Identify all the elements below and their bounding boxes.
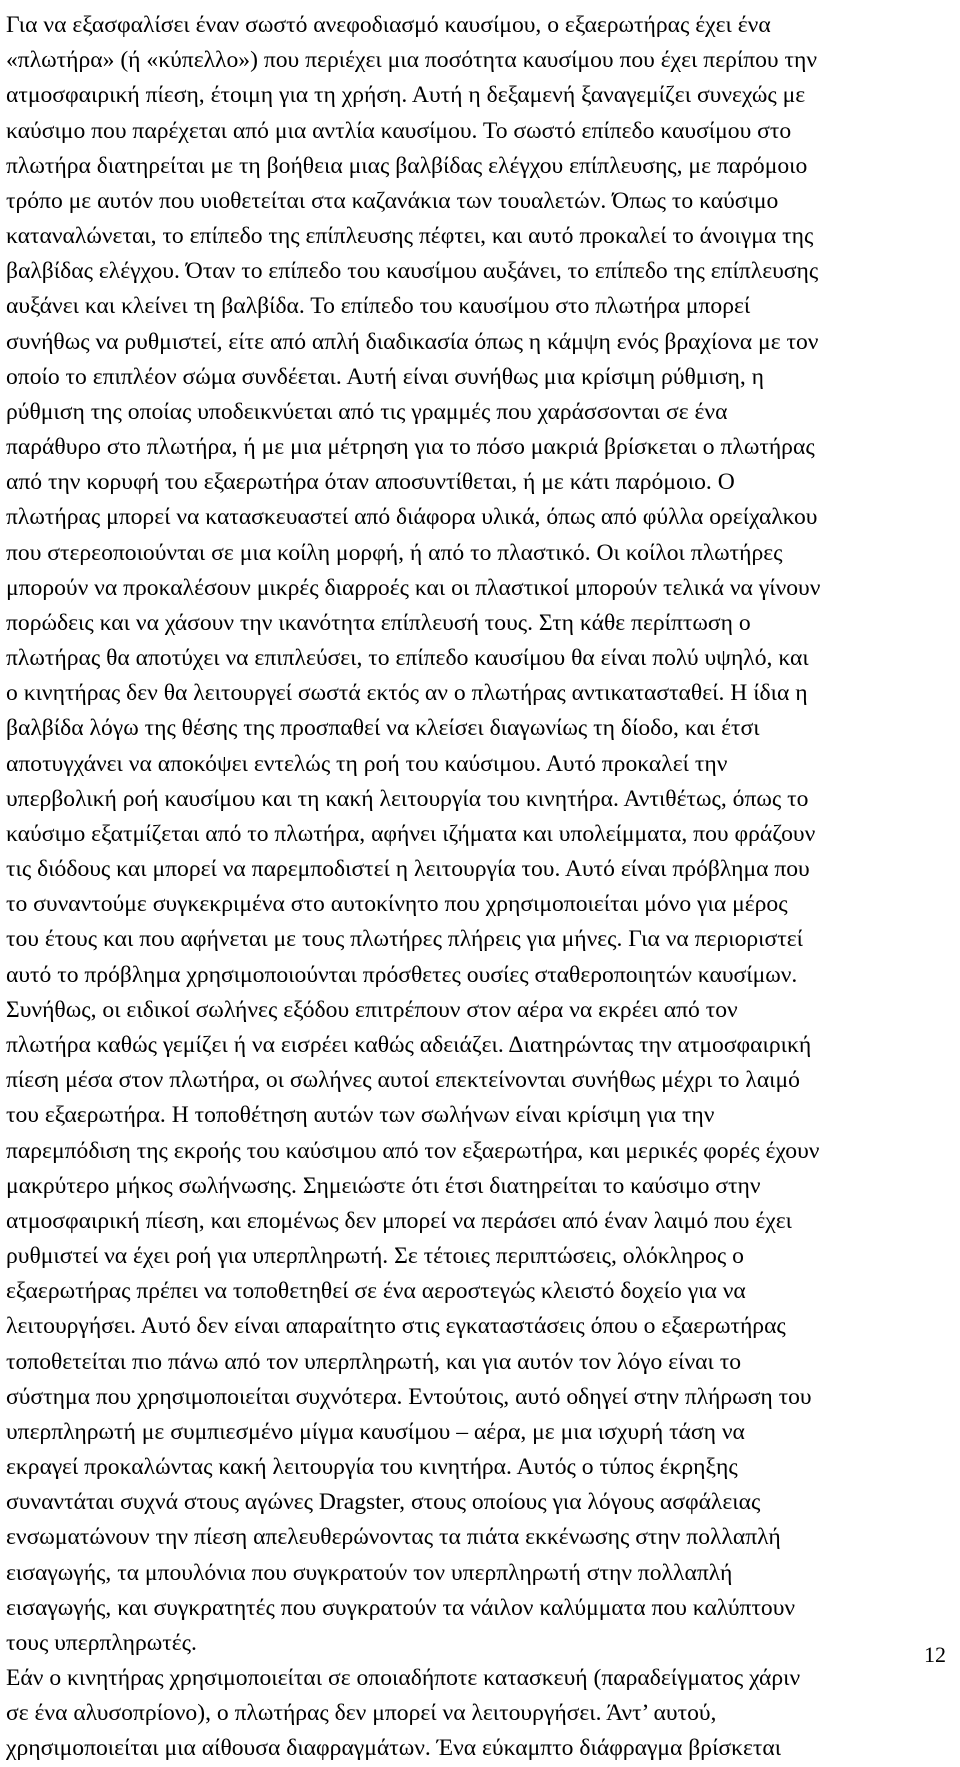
text-line: βαλβίδας ελέγχου. Όταν το επίπεδο του καυσίμου αυξάνει, το επίπεδο της επίπλευσης [6,258,819,285]
text-line: πλωτήρα διατηρείται με τη βοήθεια μιας βαλβίδας ελέγχου επίπλευσης, με παρόμοιο [6,152,808,179]
text-line: πίεση μέσα στον πλωτήρα, οι σωλήνες αυτοί επεκτείνονται συνήθως μέχρι το λαιμό [6,1067,800,1094]
text-line: εισαγωγής, και συγκρατητές που συγκρατούν τα νάιλον καλύμματα που καλύπτουν [6,1594,796,1621]
text-line: εκραγεί προκαλώντας κακή λειτουργία του κινητήρα. Αυτός ο τύπος έκρηξης [6,1454,738,1481]
text-line: «πλωτήρα» (ή «κύπελλο») που περιέχει μια ποσότητα καυσίμου που έχει περίπου την [6,47,818,74]
page-number: 12 [924,1642,946,1667]
text-line: βαλβίδα λόγω της θέσης της προσπαθεί να κλείσει διαγωνίως τη δίοδο, και έτσι [6,715,760,742]
text-line: ατμοσφαιρική πίεση, έτοιμη για τη χρήση. Αυτή η δεξαμενή ξαναγεμίζει συνεχώς με [6,82,806,109]
text-line: πορώδεις και να χάσουν την ικανότητα επίπλευσή τους. Στη κάθε περίπτωση ο [6,609,751,636]
text-line: σε ένα αλυσοπρίονο), ο πλωτήρας δεν μπορεί να λειτουργήσει. Άντ’ αυτού, [6,1700,717,1727]
text-line: Συνήθως, οι ειδικοί σωλήνες εξόδου επιτρέπουν στον αέρα να εκρέει από τον [6,996,738,1023]
text-line: πλωτήρας μπορεί να κατασκευαστεί από διάφορα υλικά, όπως από φύλλα ορείχαλκου [6,504,818,531]
text-line: εξαερωτήρας πρέπει να τοποθετηθεί σε ένα αεροστεγώς κλειστό δοχείο για να [6,1278,746,1305]
text-line: του εξαερωτήρα. Η τοποθέτηση αυτών των σωλήνων είναι κρίσιμη για την [6,1102,715,1129]
text-line: συναντάται συχνά στους αγώνες Dragster, στους οποίους για λόγους ασφάλειας [6,1489,761,1516]
text-line: οποίο το επιπλέον σώμα συνδέεται. Αυτή είναι συνήθως μια κρίσιμη ρύθμιση, η [6,363,764,390]
text-line: πλωτήρα καθώς γεμίζει ή να εισρέει καθώς αδειάζει. Διατηρώντας την ατμοσφαιρική [6,1031,812,1058]
text-line: τοποθετείται πιο πάνω από τον υπερπληρωτή, και για αυτόν τον λόγο είναι το [6,1348,742,1375]
text-line: καύσιμο που παρέχεται από μια αντλία καυσίμου. Το σωστό επίπεδο καυσίμου στο [6,117,792,144]
text-line: καύσιμο εξατμίζεται από το πλωτήρα, αφήνει ιζήματα και υπολείμματα, που φράζουν [6,820,816,847]
text-line: καταναλώνεται, το επίπεδο της επίπλευσης πέφτει, και αυτό προκαλεί το άνοιγμα της [6,223,814,250]
text-line: Για να εξασφαλίσει έναν σωστό ανεφοδιασμό καυσίμου, ο εξαερωτήρας έχει ένα [6,12,771,38]
text-line: λειτουργήσει. Αυτό δεν είναι απαραίτητο στις εγκαταστάσεις όπου ο εξαερωτήρας [6,1313,786,1340]
body-text [6,8,886,1767]
text-line: τις διόδους και μπορεί να παρεμποδιστεί η λειτουργία του. Αυτό είναι πρόβλημα που [6,856,810,883]
text-line: από την κορυφή του εξαερωτήρα όταν αποσυντίθεται, ή με κάτι παρόμοιο. Ο [6,469,735,496]
text-line: ρυθμιστεί να έχει ροή για υπερπληρωτή. Σε τέτοιες περιπτώσεις, ολόκληρος ο [6,1243,744,1270]
text-line: ο κινητήρας δεν θα λειτουργεί σωστά εκτός αν ο πλωτήρας αντικατασταθεί. Η ίδια η [6,680,808,707]
text-line: εισαγωγής, τα μπουλόνια που συγκρατούν τον υπερπληρωτή στην πολλαπλή [6,1559,733,1586]
text-line: παράθυρο στο πλωτήρα, ή με μια μέτρηση για το πόσο μακριά βρίσκεται ο πλωτήρας [6,434,815,461]
text-line: χρησιμοποιείται μια αίθουσα διαφραγμάτων. Ένα εύκαμπτο διάφραγμα βρίσκεται [6,1735,782,1762]
text-line: Εάν ο κινητήρας χρησιμοποιείται σε οποιαδήποτε κατασκευή (παραδείγματος χάριν [6,1665,801,1692]
text-line: παρεμπόδιση της εκροής του καύσιμου από τον εξαερωτήρα, και μερικές φορές έχουν [6,1137,820,1164]
text-line: αυξάνει και κλείνει τη βαλβίδα. Το επίπεδο του καυσίμου στο πλωτήρα μπορεί [6,293,751,320]
text-line: υπερβολική ροή καυσίμου και τη κακή λειτουργία του κινητήρα. Αντιθέτως, όπως το [6,785,809,812]
text-line: ατμοσφαιρική πίεση, και επομένως δεν μπορεί να περάσει από έναν λαιμό που έχει [6,1207,793,1234]
text-line: συνήθως να ρυθμιστεί, είτε από απλή διαδικασία όπως η κάμψη ενός βραχίονα με τον [6,328,819,355]
text-line: σύστημα που χρησιμοποιείται συχνότερα. Εντούτοις, αυτό οδηγεί στην πλήρωση του [6,1383,812,1410]
text-line: ενσωματώνουν την πίεση απελευθερώνοντας τα πιάτα εκκένωσης στην πολλαπλή [6,1524,781,1551]
text-line: τους υπερπληρωτές. [6,1629,197,1656]
text-line: τρόπο με αυτόν που υιοθετείται στα καζανάκια των τουαλετών. Όπως το καύσιμο [6,187,779,214]
text-line: ρύθμιση της οποίας υποδεικνύεται από τις γραμμές που χαράσσονται σε ένα [6,398,728,425]
text-line: του έτους και που αφήνεται με τους πλωτήρες πλήρεις για μήνες. Για να περιοριστεί [6,926,803,953]
text-line: μακρύτερο μήκος σωλήνωσης. Σημειώστε ότι έτσι διατηρείται το καύσιμο στην [6,1172,761,1199]
text-line: μπορούν να προκαλέσουν μικρές διαρροές και οι πλαστικοί μπορούν τελικά να γίνουν [6,574,821,601]
text-line: αυτό το πρόβλημα χρησιμοποιούνται πρόσθετες ουσίες σταθεροποιητών καυσίμων. [6,961,798,988]
text-line: αποτυγχάνει να αποκόψει εντελώς τη ροή του καύσιμου. Αυτό προκαλεί την [6,750,728,777]
text-line: πλωτήρας θα αποτύχει να επιπλεύσει, το επίπεδο καυσίμου θα είναι πολύ υψηλό, και [6,645,809,672]
text-line: που στερεοποιούνται σε μια κοίλη μορφή, ή από το πλαστικό. Οι κοίλοι πλωτήρες [6,539,783,566]
text-line: υπερπληρωτή με συμπιεσμένο μίγμα καυσίμου – αέρα, με μια ισχυρή τάση να [6,1418,745,1445]
text-line: το συναντούμε συγκεκριμένα στο αυτοκίνητο που χρησιμοποιείται μόνο για μέρος [6,891,788,918]
